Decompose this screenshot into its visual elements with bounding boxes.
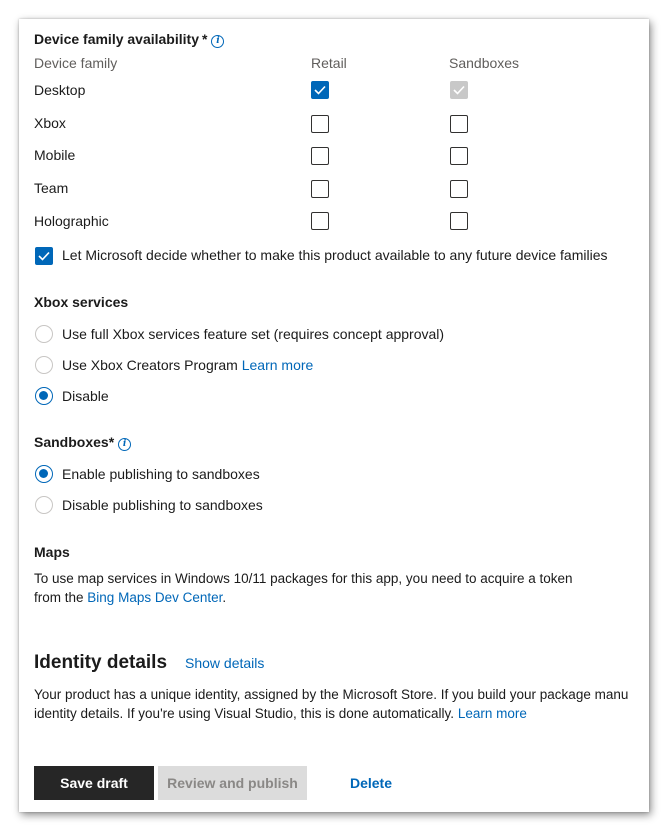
xbox-option-disable-radio[interactable] (35, 387, 53, 405)
bing-maps-link[interactable]: Bing Maps Dev Center (87, 590, 223, 605)
retail-checkbox-desktop[interactable] (311, 81, 329, 99)
xbox-option-full-label: Use full Xbox services feature set (requires concept approval) (62, 326, 445, 342)
sandbox-enable-radio[interactable] (35, 465, 53, 483)
device-row-label-team: Team (34, 180, 69, 196)
checkmark-icon (453, 85, 465, 95)
identity-text-line2-body: identity details. If you're using Visual Studio, this is done automatically. (34, 706, 455, 721)
col-retail: Retail (311, 55, 347, 71)
retail-checkbox-team[interactable] (311, 180, 329, 198)
sandbox-disable-label: Disable publishing to sandboxes (62, 497, 263, 513)
info-icon[interactable]: i (118, 438, 131, 451)
sandboxes-checkbox-desktop (450, 81, 468, 99)
maps-text-suffix: . (222, 590, 227, 605)
settings-panel (19, 19, 649, 812)
learn-more-link-identity[interactable]: Learn more (457, 706, 527, 721)
maps-title: Maps (34, 544, 70, 560)
show-details-link[interactable]: Show details (185, 655, 265, 671)
info-icon[interactable]: i (211, 35, 224, 48)
maps-text-line2 (34, 588, 226, 607)
device-family-title-text: Device family availability (34, 31, 199, 47)
sandboxes-checkbox-mobile[interactable] (450, 147, 468, 165)
xbox-option-full-radio[interactable] (35, 325, 53, 343)
sandbox-disable-radio[interactable] (35, 496, 53, 514)
future-devices-checkbox[interactable] (35, 247, 53, 265)
checkmark-icon (38, 251, 50, 261)
device-row-label-xbox: Xbox (34, 115, 66, 131)
sandboxes-checkbox-xbox[interactable] (450, 115, 468, 133)
device-family-title (34, 31, 224, 48)
xbox-option-creators-radio[interactable] (35, 356, 53, 374)
xbox-option-disable-label: Disable (62, 388, 109, 404)
sandboxes-checkbox-team[interactable] (450, 180, 468, 198)
xbox-option-creators-row (62, 357, 313, 373)
sandboxes-title (34, 434, 131, 451)
learn-more-link-creators[interactable]: Learn more (241, 357, 314, 373)
checkmark-icon (314, 85, 326, 95)
maps-text-prefix: from the (34, 590, 84, 605)
sandbox-enable-label: Enable publishing to sandboxes (62, 466, 260, 482)
required-mark: * (201, 31, 208, 47)
retail-checkbox-xbox[interactable] (311, 115, 329, 133)
retail-checkbox-mobile[interactable] (311, 147, 329, 165)
device-row-label-mobile: Mobile (34, 147, 76, 163)
sandboxes-title-text: Sandboxes* (34, 434, 115, 450)
identity-text-line1: Your product has a unique identity, assigned by the Microsoft Store. If you build your package manu (34, 687, 629, 702)
delete-button[interactable]: Delete (349, 775, 393, 791)
xbox-services-title: Xbox services (34, 294, 129, 310)
identity-text-line2 (34, 704, 527, 723)
review-publish-button: Review and publish (158, 766, 307, 800)
col-device-family: Device family (34, 55, 118, 71)
sandboxes-checkbox-holographic[interactable] (450, 212, 468, 230)
save-draft-button[interactable]: Save draft (34, 766, 154, 800)
device-row-label-desktop: Desktop (34, 82, 86, 98)
identity-title: Identity details (34, 652, 168, 673)
retail-checkbox-holographic[interactable] (311, 212, 329, 230)
col-sandboxes: Sandboxes (449, 55, 520, 71)
device-row-label-holographic: Holographic (34, 213, 109, 229)
maps-text-line1: To use map services in Windows 10/11 packages for this app, you need to acquire a token (34, 571, 573, 586)
xbox-option-creators-label: Use Xbox Creators Program (62, 357, 238, 373)
future-devices-label: Let Microsoft decide whether to make this product available to any future device families (62, 247, 608, 263)
